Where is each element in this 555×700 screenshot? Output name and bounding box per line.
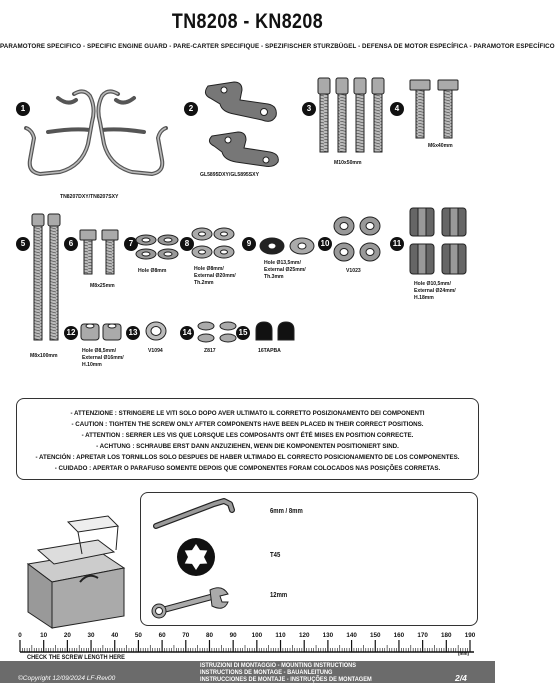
tool-label: 6mm / 8mm: [270, 508, 303, 515]
part-label: Hole Ø10,5mm/ External Ø24mm/ H.18mm: [414, 281, 456, 302]
part-number-badge: 5: [16, 237, 30, 251]
part-number-badge: 7: [124, 237, 138, 251]
ruler-tick-label: 150: [369, 632, 381, 639]
part-number-badge: 6: [64, 237, 78, 251]
grommet-icon: [144, 320, 168, 342]
part-label: M10x50mm: [334, 160, 362, 166]
ruler-tick-label: 160: [393, 632, 405, 639]
ruler-tick-label: 20: [63, 632, 71, 639]
ruler-tick-label: 60: [158, 632, 166, 639]
ruler-tick-label: 180: [441, 632, 452, 639]
toolbox-icon: [18, 512, 136, 632]
warning-line-it: - ATTENZIONE : STRINGERE LE VITI SOLO DOPO AVER ULTIMATO IL CORRETTO POSIZIONAMENTO DEI COMPONENTI: [70, 410, 425, 417]
document-subtitle: PARAMOTORE SPECIFICO - SPECIFIC ENGINE GUARD - PARE-CARTER SPECIFIQUE - SPEZIFISCHER STURZBÜGEL - DEFENSA DE MOTOR ESPECÍFICA - PARAMOTOR ESPECÍFICO: [0, 43, 555, 50]
copyright: ©Copyright 12/09/2024 LF-Rev00: [18, 675, 116, 682]
part-number-badge: 8: [180, 237, 194, 251]
ruler-tick-label: 190: [464, 632, 476, 639]
tool-label: T45: [270, 552, 281, 559]
warning-line-fr: - ATTENTION : SERRER LES VIS QUE LORSQUE LES COMPOSANTS ONT ÉTÉ MISES EN POSITION CORRECTE.: [81, 432, 414, 439]
part-label: M8x25mm: [90, 283, 115, 289]
footer-line: INSTRUCTIONS DE MONTAGE - BAUANLEITUNG: [200, 669, 333, 676]
document-title: TN8208 - KN8208: [171, 10, 324, 33]
ruler-tick-label: 110: [275, 632, 286, 639]
ruler-tick-label: 140: [346, 632, 357, 639]
ruler-tick-label: 120: [298, 632, 310, 639]
ruler-tick-label: 0: [18, 632, 22, 639]
engine-guard-icon: [18, 82, 178, 192]
ruler-unit: (mm): [458, 651, 469, 656]
part-label: 16TAPBA: [258, 348, 281, 354]
wrench-icon: [150, 586, 230, 618]
ruler-tick-label: 100: [251, 632, 263, 639]
part-label: M8x100mm: [30, 353, 58, 359]
spacers-icon: [332, 214, 386, 266]
ruler-tick-label: 70: [182, 632, 190, 639]
large-spacers-icon: [408, 204, 470, 278]
ruler-tick-label: 170: [417, 632, 428, 639]
extra-long-bolts-icon: [32, 212, 64, 342]
part-label: Hole Ø8,5mm/ External Ø16mm/ H.10mm: [82, 348, 124, 369]
split-washers-icon: [134, 232, 182, 264]
ruler-tick-label: 40: [111, 632, 119, 639]
footer-line: ISTRUZIONI DI MONTAGGIO - MOUNTING INSTRUCTIONS: [200, 662, 357, 669]
small-spacers-icon: [80, 320, 124, 342]
part-number-badge: 1: [16, 102, 30, 116]
thick-washers-icon: [258, 234, 320, 258]
part-number-badge: 14: [180, 326, 194, 340]
check-screw-label: CHECK THE SCREW LENGTH HERE: [27, 654, 125, 661]
part-number-badge: 4: [390, 102, 404, 116]
part-label: V1094: [148, 348, 163, 354]
part-number-badge: 12: [64, 326, 78, 340]
part-label: Hole Ø8mm: [138, 268, 167, 274]
bracket-plates-icon: [198, 78, 288, 166]
part-number-badge: 2: [184, 102, 198, 116]
allen-key-icon: [152, 496, 236, 532]
rivet-clips-icon: [196, 320, 240, 344]
part-number-badge: 10: [318, 237, 332, 251]
flat-washers-icon: [190, 226, 246, 266]
ruler-tick-label: 50: [134, 632, 142, 639]
short-bolts-icon: [80, 226, 124, 278]
rubber-caps-icon: [254, 320, 298, 342]
ruler-tick-label: 30: [87, 632, 95, 639]
ruler-tick-label: 90: [229, 632, 237, 639]
part-number-badge: 11: [390, 237, 404, 251]
warning-line-es: - ATENCIÓN : APRETAR LOS TORNILLOS SOLO DESPUES DE HABER ULTIMADO EL CORRECTO POSICIONAMIENTO DE LOS COMPONENTES.: [35, 454, 460, 461]
part-label: V1023: [346, 268, 361, 274]
page-number: 2/4: [455, 673, 467, 683]
ruler-tick-label: 130: [322, 632, 334, 639]
part-number-badge: 9: [242, 237, 256, 251]
part-label: TN8207DXY/TN8207SXY: [60, 194, 119, 200]
warning-line-de: - ACHTUNG : SCHRAUBE ERST DANN ANZUZIEHEN, WENN DIE KOMPONENTEN POSITIONIERT SIND.: [96, 443, 399, 450]
tool-label: 12mm: [270, 592, 288, 599]
part-number-badge: 15: [236, 326, 250, 340]
hex-bolts-icon: [410, 78, 464, 140]
ruler-tick-label: 80: [205, 632, 213, 639]
part-label: Hole Ø13,5mm/ External Ø25mm/ Th.3mm: [264, 260, 306, 281]
part-label: GL5895DXY/GL5895SXY: [200, 172, 259, 178]
footer-line: INSTRUCCIONES DE MONTAJE - INSTRUÇÕES DE MONTAGEM: [200, 676, 372, 683]
part-number-badge: 13: [126, 326, 140, 340]
torx-icon: [176, 537, 216, 577]
part-label: Z817: [204, 348, 216, 354]
part-label: M6x40mm: [428, 143, 453, 149]
long-bolts-icon: [316, 76, 386, 156]
part-number-badge: 3: [302, 102, 316, 116]
ruler-tick-label: 10: [40, 632, 48, 639]
warning-line-en: - CAUTION : TIGHTEN THE SCREW ONLY AFTER COMPONENTS HAVE BEEN PLACED IN THEIR CORRECT POSITIONS.: [71, 421, 424, 428]
part-label: Hole Ø8mm/ External Ø20mm/ Th.2mm: [194, 266, 236, 287]
warning-line-pt: - CUIDADO : APERTAR O PARAFUSO SOMENTE DEPOIS QUE COMPONENTES FORAM COLOCADOS NAS POSIÇÕES CORRETAS.: [54, 465, 441, 472]
